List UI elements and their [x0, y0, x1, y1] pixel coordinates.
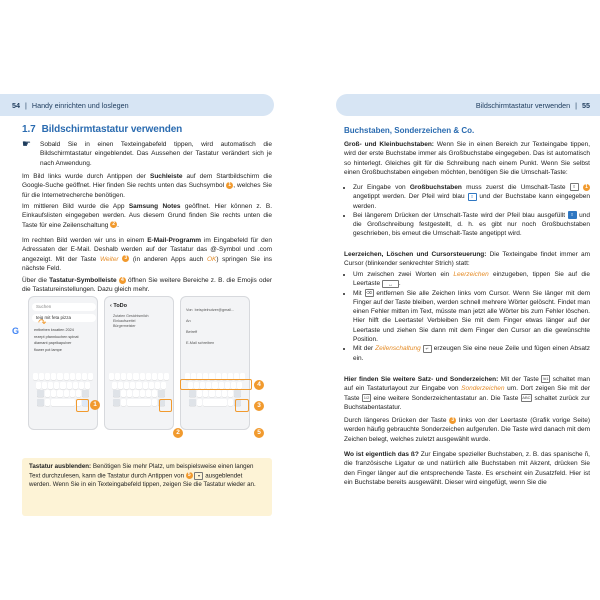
right-page-header: Bildschirmtastatur verwenden | 55 — [336, 94, 600, 116]
running-title: Handy einrichten und loslegen — [31, 100, 129, 110]
paragraph-email: Im rechten Bild werden wir uns in einem E-Mail-Programm im Eingabefeld für den Adressaten der E-Mail. Deshalb werden auf der Tastatur das @-Symbol und .com angezeigt. Mit der Taste Weiter 3 (in anderen Apps auch OK) springen Sie ins nächste Feld. — [22, 237, 272, 272]
paragraph-eszett: Wo ist eigentlich das ß? Zur Eingabe spezieller Buchstaben, z. B. das spanische ñ, die französische Ligatur œ und natürlich alle Buchstaben mit Akzent, drücken Sie den Finger länger auf die entsprechende Taste. Es erscheint ein Zusatzfeld. Hier ist ein Buchstabe bereits ausgewählt. Dieser wird eingefügt, wenn Sie die — [344, 451, 590, 486]
shift-key-icon: ⇧ — [570, 183, 579, 191]
left-page-header: 54 | Handy einrichten und loslegen — [0, 94, 274, 116]
enter-key-icon: ↵ — [423, 345, 432, 353]
subsection-title: Buchstaben, Sonderzeichen & Co. — [344, 126, 475, 135]
section-heading: Bildschirmtastatur verwenden — [41, 124, 183, 135]
google-query-input[interactable]: teig mit feta pizza — [32, 314, 96, 322]
google-search-bar[interactable]: Suchen — [32, 303, 96, 311]
list-editing — [344, 270, 590, 363]
email-from[interactable]: Von beispielnutzer@gmail... — [186, 308, 235, 312]
symbol-key-icon: !#1 — [542, 376, 549, 382]
paragraph-search: Im Bild links wurde durch Antippen der Suchleiste auf dem Startbildschirm die Google-Suche geöffnet. Hier finden Sie rechts unten das Suchsymbol 1 , welches Sie für die Internetrecherche benötigen. — [22, 173, 272, 199]
notes-body: Zutaten Gesichtsmilch Einkaufszettel Bürgermeister — [113, 314, 149, 328]
paragraph-notes: Im mittleren Bild wurde die App Samsung Notes geöffnet. Hier können z. B. Einkaufslisten eingegeben werden. Aus diesem Grund finden Sie rechts unten die Taste für eine Zeilenschaltung 2 . — [22, 203, 273, 229]
callout-5-inline: 5 — [186, 472, 193, 479]
callout-1-inline: 1 — [226, 182, 233, 189]
enter-key-highlight — [159, 399, 172, 412]
google-g-icon: G — [12, 326, 20, 336]
pointing-hand-icon: ☛ — [22, 139, 31, 150]
list-shift — [344, 183, 590, 239]
hide-keyboard-icon: ▾ — [194, 472, 203, 480]
paragraph-special: Hier finden Sie weitere Satz- und Sonderzeichen: Mit der Taste !#1 schaltet man auf ein Tastaturlayout zur Eingabe von Sonderzeichen um. Dort zeigen Sie mit der Taste 1/2 eine weitere Sonderzeichentastatur an. Die Taste ABC schaltet zurück zur Buchstabentastatur. — [344, 376, 591, 411]
page-number: 54 — [12, 100, 20, 110]
paragraph-space: Leerzeichen, Löschen und Cursorsteuerung: Die Texteingabe findet immer am Cursor (blinkender senkrechter Strich) statt: — [344, 251, 590, 268]
email-subject[interactable]: Betreff — [186, 330, 198, 334]
callout-4-inline: 4 — [119, 277, 126, 284]
callout-4: 4 — [254, 380, 264, 390]
caps-lock-icon: ⇧ — [568, 211, 577, 219]
list-item: • Mit ⌫ entfernen Sie alle Zeichen links vom Cursor. Wenn Sie länger mit dem Finger auf der Taste bleiben, werden schnell mehrere Wörter gelöscht. Findet man einen Fehler mitten im Text, müsste man jetzt alle Wörter bis zum Fehler löschen. Hier hilft die Leertaste! Verbleiben Sie mit dem Finger etwas länger auf der Leertaste und ziehen Sie dann mit dem Finger den Cursor an die gewünschte Position. — [353, 289, 590, 345]
abc-key-icon: ABC — [522, 394, 531, 400]
callout-3-inline: 3 — [449, 417, 456, 424]
callout-3-inline: 3 — [122, 255, 129, 262]
shift-active-icon: ⇧ — [468, 193, 477, 201]
list-item: • Mit der Zeilenschaltung ↵ erzeugen Sie eine neue Zeile und fügen einen Absatz ein. — [353, 344, 590, 363]
tip-box — [22, 458, 272, 516]
callout-3: 3 — [254, 401, 264, 411]
suggestion-item[interactable]: diamant paprikapulver — [34, 341, 72, 345]
email-to[interactable]: An — [186, 319, 191, 323]
intro-paragraph: Sobald Sie in einen Texteingabefeld tippen, wird automatisch die Bildschirmtastatur eingeblendet. Das Aussehen der Tastatur verändert sich je nach Anwendung. — [40, 141, 272, 167]
next-key-highlight — [235, 399, 249, 412]
callout-2: 2 — [173, 428, 183, 438]
keyboard-toolbar-highlight — [180, 379, 252, 390]
page-number: 55 — [582, 100, 590, 110]
paragraph-longpress: Durch längeres Drücken der Taste 3 links von der Leertaste (Grafik vorige Seite) werden häufig gebrauchte Sonderzeichen aufgerufen. Die Taste wird danach mit dem Zeichen belegt, welches zuletzt ausgewählt wurde. — [344, 416, 590, 443]
email-fields — [186, 305, 246, 349]
paragraph-case: Groß- und Kleinbuchstaben: Wenn Sie in einen Bereich zur Texteingabe tippen, wird der erste Buchstabe immer als Großbuchstabe eingegeben. Das ist automatisch so hinterlegt. Gleiches gilt für die Schreibung nach einem Punkt. Wenn Sie selbst einen Großbuchstaben eingeben möchten, benötigen Sie die Umschalt-Taste: — [344, 141, 590, 176]
section-number: 1.7 — [22, 124, 36, 135]
callout-2-inline: 2 — [110, 221, 117, 228]
page-key-icon: 1/2 — [363, 394, 370, 400]
suggestion-item[interactable]: entbeben kroatien 2024 — [34, 328, 74, 332]
callout-1-inline: 1 — [583, 184, 590, 191]
list-item: • Um zwischen zwei Worten ein Leerzeichen einzugeben, tippen Sie auf die Leertaste ␣ . — [353, 270, 590, 289]
email-body[interactable]: E-Mail schreiben — [186, 341, 215, 345]
notes-title: ‹ ToDo — [110, 303, 128, 309]
running-title: Bildschirmtastatur verwenden — [475, 100, 571, 110]
suggestion-list — [34, 327, 79, 353]
section-title — [22, 124, 182, 135]
callout-5: 5 — [254, 428, 264, 438]
curved-arrow-icon: ↷ — [38, 318, 47, 329]
tip-text: Tastatur ausblenden: Benötigen Sie mehr Platz, um beispielsweise einen langen Text durchzulesen, kann die Tastatur durch Antippen von 5 ▾ ausgeblendet werden. Wenn Sie in ein Texteingabefeld tippen, zeigen Sie die Tastatur wieder an. — [29, 463, 256, 489]
delete-key-icon: ⌫ — [366, 289, 372, 295]
search-key-highlight — [76, 399, 89, 412]
right-page — [300, 0, 600, 600]
list-item: • Zur Eingabe von Großbuchstaben muss zuerst die Umschalt-Taste ⇧ 1 angetippt werden. Der Pfeil wird blau ⇧ und der Buchstabe kann eingegeben werden. — [353, 183, 590, 211]
suggestion-item[interactable]: flower pot lampe — [34, 347, 62, 352]
space-key-icon: ␣ — [382, 280, 399, 288]
list-item: • Bei längerem Drücken der Umschalt-Taste wird der Pfeil blau ausgefüllt ⇧ und die Großschreibung festgestellt, d. h. es gibt nur noch Großbuchstaben geschrieben, bis erneut die Umschalt-Taste angetippt wird. — [353, 211, 590, 239]
callout-1: 1 — [90, 400, 100, 410]
paragraph-toolbar: Über die Tastatur-Symbolleiste 4 öffnen Sie weitere Bereiche z. B. die Emojis oder die Tastatureinstellungen. Dazu gleich mehr. — [22, 276, 273, 294]
suggestion-item[interactable]: rezept pfannkuchen spinat — [34, 334, 79, 339]
